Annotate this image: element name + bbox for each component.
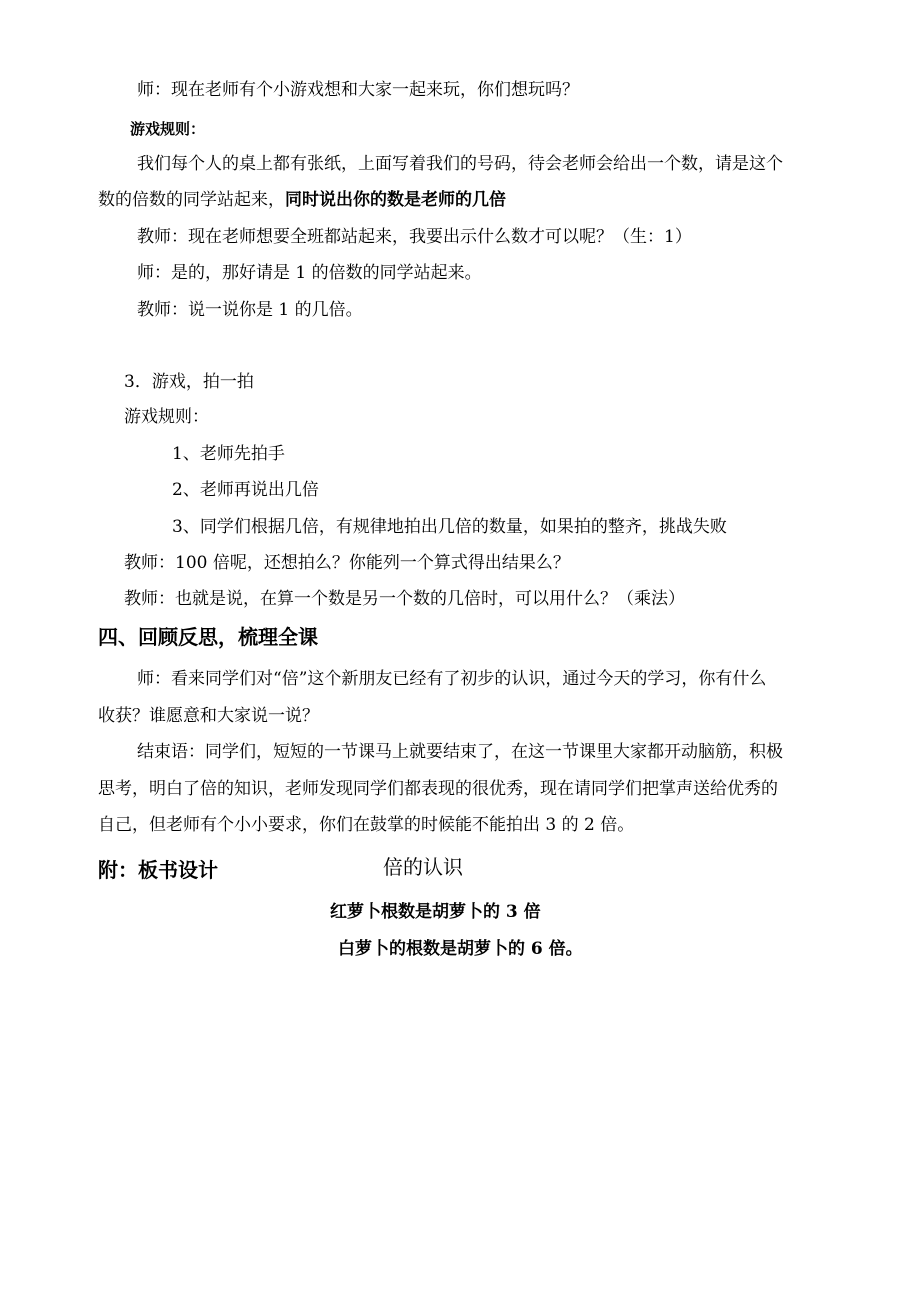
game1-teacher-question-1: 教师：现在老师想要全班都站起来，我要出示什么数才可以呢？（生：1） <box>137 227 692 247</box>
game1-intro: 师：现在老师有个小游戏想和大家一起来玩，你们想玩吗？ <box>137 80 579 100</box>
review-heading: 四、回顾反思，梳理全课 <box>98 625 318 649</box>
game2-teacher-question-2: 教师：也就是说，在算一个数是另一个数的几倍时，可以用什么？（乘法） <box>124 589 685 609</box>
board-line-1: 红萝卜根数是胡萝卜的 3 倍 <box>330 902 541 922</box>
game1-teacher-answer-1: 师：是的，那好请是 1 的倍数的同学站起来。 <box>137 263 482 283</box>
game1-rules-line2-normal: 数的倍数的同学站起来， <box>98 190 285 210</box>
review-p1-line2: 收获？谁愿意和大家说一说？ <box>98 706 319 726</box>
board-line-2: 白萝卜的根数是胡萝卜的 6 倍。 <box>338 939 583 959</box>
appendix-heading: 附：板书设计 <box>98 858 218 882</box>
review-p1-line1: 师：看来同学们对“倍”这个新朋友已经有了初步的认识，通过今天的学习，你有什么 <box>137 669 767 689</box>
game1-rules-line2 <box>98 188 506 212</box>
game2-rule-2: 2、老师再说出几倍 <box>172 480 319 500</box>
game1-rules-line1: 我们每个人的桌上都有张纸，上面写着我们的号码，待会老师会给出一个数，请是这个 <box>137 154 783 174</box>
board-title: 倍的认识 <box>383 855 463 879</box>
game1-rules-line2-bold: 同时说出你的数是老师的几倍 <box>285 190 506 210</box>
review-p2-line3: 自己，但老师有个小小要求，你们在鼓掌的时候能不能拍出 3 的 2 倍。 <box>98 815 635 835</box>
game2-rules-title: 游戏规则： <box>124 407 209 427</box>
game2-title: 3．游戏，拍一拍 <box>124 372 254 392</box>
review-p2-line1: 结束语：同学们，短短的一节课马上就要结束了，在这一节课里大家都开动脑筋，积极 <box>137 742 783 762</box>
game2-rule-1: 1、老师先拍手 <box>172 444 285 464</box>
game2-rule-3: 3、同学们根据几倍，有规律地拍出几倍的数量，如果拍的整齐，挑战失败 <box>172 517 727 537</box>
game2-teacher-question-1: 教师：100 倍呢，还想拍么？你能列一个算式得出结果么？ <box>124 553 570 573</box>
game1-rules-title: 游戏规则： <box>130 120 206 138</box>
review-p2-line2: 思考，明白了倍的知识，老师发现同学们都表现的很优秀，现在请同学们把掌声送给优秀的 <box>98 779 778 799</box>
game1-teacher-question-2: 教师：说一说你是 1 的几倍。 <box>137 300 363 320</box>
